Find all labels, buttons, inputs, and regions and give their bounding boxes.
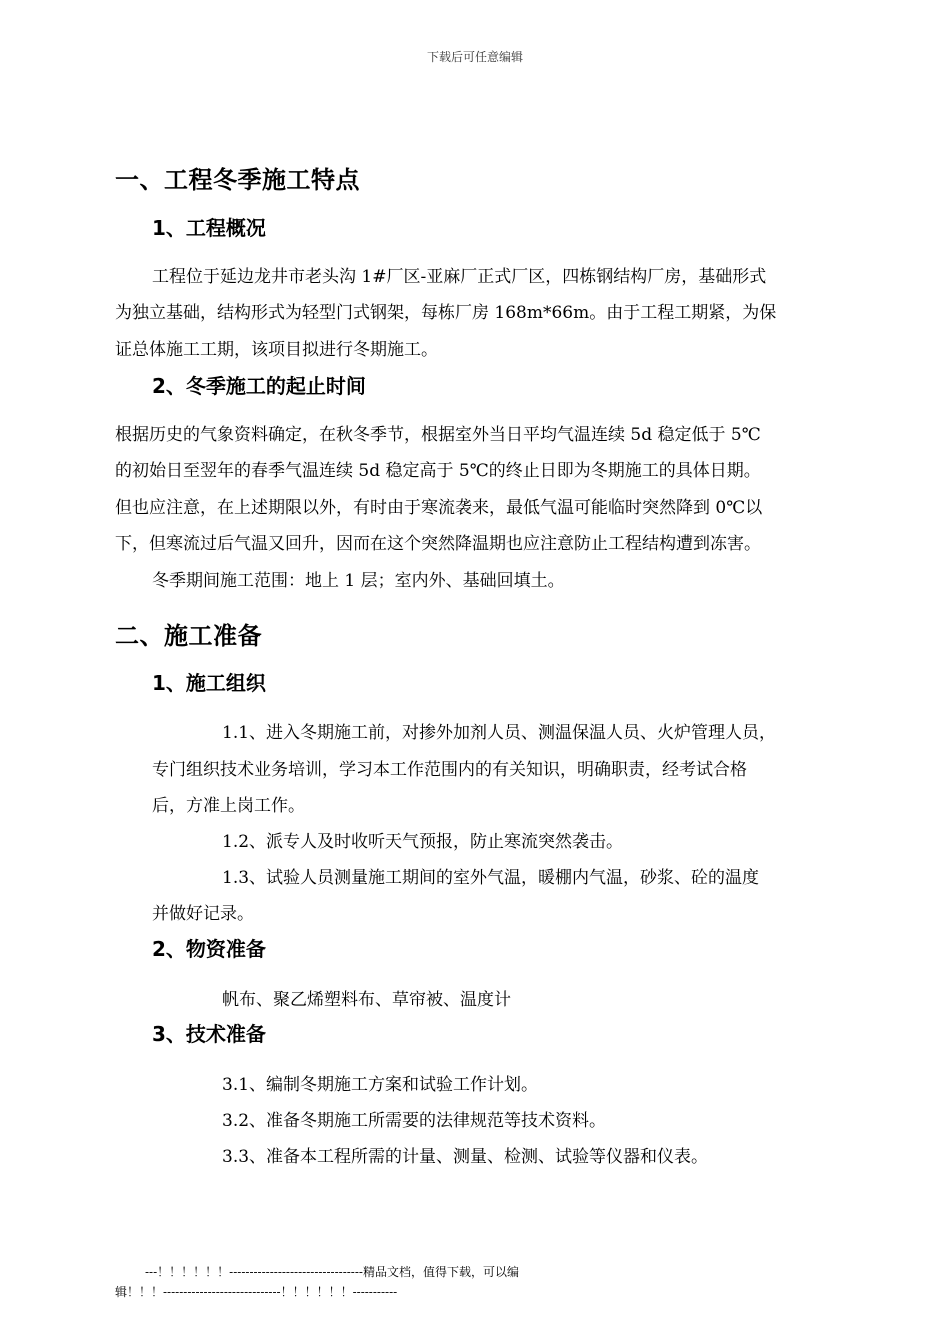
subsection-title-period: 2、冬季施工的起止时间 bbox=[152, 374, 366, 398]
paragraph-line: 专门组织技术业务培训，学习本工作范围内的有关知识，明确职责，经考试合格 bbox=[152, 760, 747, 780]
paragraph-line: 但也应注意，在上述期限以外，有时由于寒流袭来，最低气温可能临时突然降到 0℃以 bbox=[115, 498, 763, 518]
paragraph-line: 3.2、准备冬期施工所需要的法律规范等技术资料。 bbox=[222, 1111, 607, 1131]
paragraph-line: 3.3、准备本工程所需的计量、测量、检测、试验等仪器和仪表。 bbox=[222, 1147, 709, 1167]
paragraph-line: 后，方准上岗工作。 bbox=[152, 796, 305, 816]
paragraph-line: 证总体施工工期，该项目拟进行冬期施工。 bbox=[115, 340, 438, 360]
paragraph-line: 工程位于延边龙井市老头沟 1#厂区-亚麻厂正式厂区，四栋钢结构厂房，基础形式 bbox=[152, 267, 767, 287]
paragraph-line: 为独立基础，结构形式为轻型门式钢架，每栋厂房 168m*66m。由于工程工期紧，为保 bbox=[115, 303, 777, 323]
page-header: 下载后可任意编辑 bbox=[426, 50, 523, 64]
paragraph-line: 3.1、编制冬期施工方案和试验工作计划。 bbox=[222, 1075, 539, 1095]
subsection-title-technical: 3、技术准备 bbox=[152, 1022, 266, 1046]
footer-line: 辑！！！-----------------------------！！！！！！----------- bbox=[115, 1285, 398, 1299]
subsection-title-overview: 1、工程概况 bbox=[152, 216, 266, 240]
paragraph-line: 1.2、派专人及时收听天气预报，防止寒流突然袭击。 bbox=[222, 832, 624, 852]
paragraph-line: 帆布、聚乙烯塑料布、草帘被、温度计 bbox=[222, 990, 511, 1010]
paragraph-line: 下，但寒流过后气温又回升，因而在这个突然降温期也应注意防止工程结构遭到冻害。 bbox=[115, 534, 761, 554]
paragraph-line: 并做好记录。 bbox=[152, 904, 254, 924]
footer-line: ---！！！！！！---------------------------------精品文档，值得下载，可以编 bbox=[145, 1265, 519, 1279]
section-title-winter-construction: 一、工程冬季施工特点 bbox=[115, 166, 360, 194]
subsection-title-organization: 1、施工组织 bbox=[152, 671, 266, 695]
paragraph-line: 1.1、进入冬期施工前，对掺外加剂人员、测温保温人员、火炉管理人员， bbox=[222, 723, 777, 743]
section-title-preparation: 二、施工准备 bbox=[115, 622, 262, 650]
paragraph-line: 的初始日至翌年的春季气温连续 5d 稳定高于 5℃的终止日即为冬期施工的具体日期。 bbox=[115, 461, 761, 481]
paragraph-line: 1.3、试验人员测量施工期间的室外气温，暖棚内气温，砂浆、砼的温度 bbox=[222, 868, 760, 888]
paragraph-line: 根据历史的气象资料确定，在秋冬季节，根据室外当日平均气温连续 5d 稳定低于 5℃ bbox=[115, 425, 761, 445]
subsection-title-materials: 2、物资准备 bbox=[152, 937, 266, 961]
paragraph-line: 冬季期间施工范围：地上 1 层；室内外、基础回填土。 bbox=[152, 571, 565, 591]
